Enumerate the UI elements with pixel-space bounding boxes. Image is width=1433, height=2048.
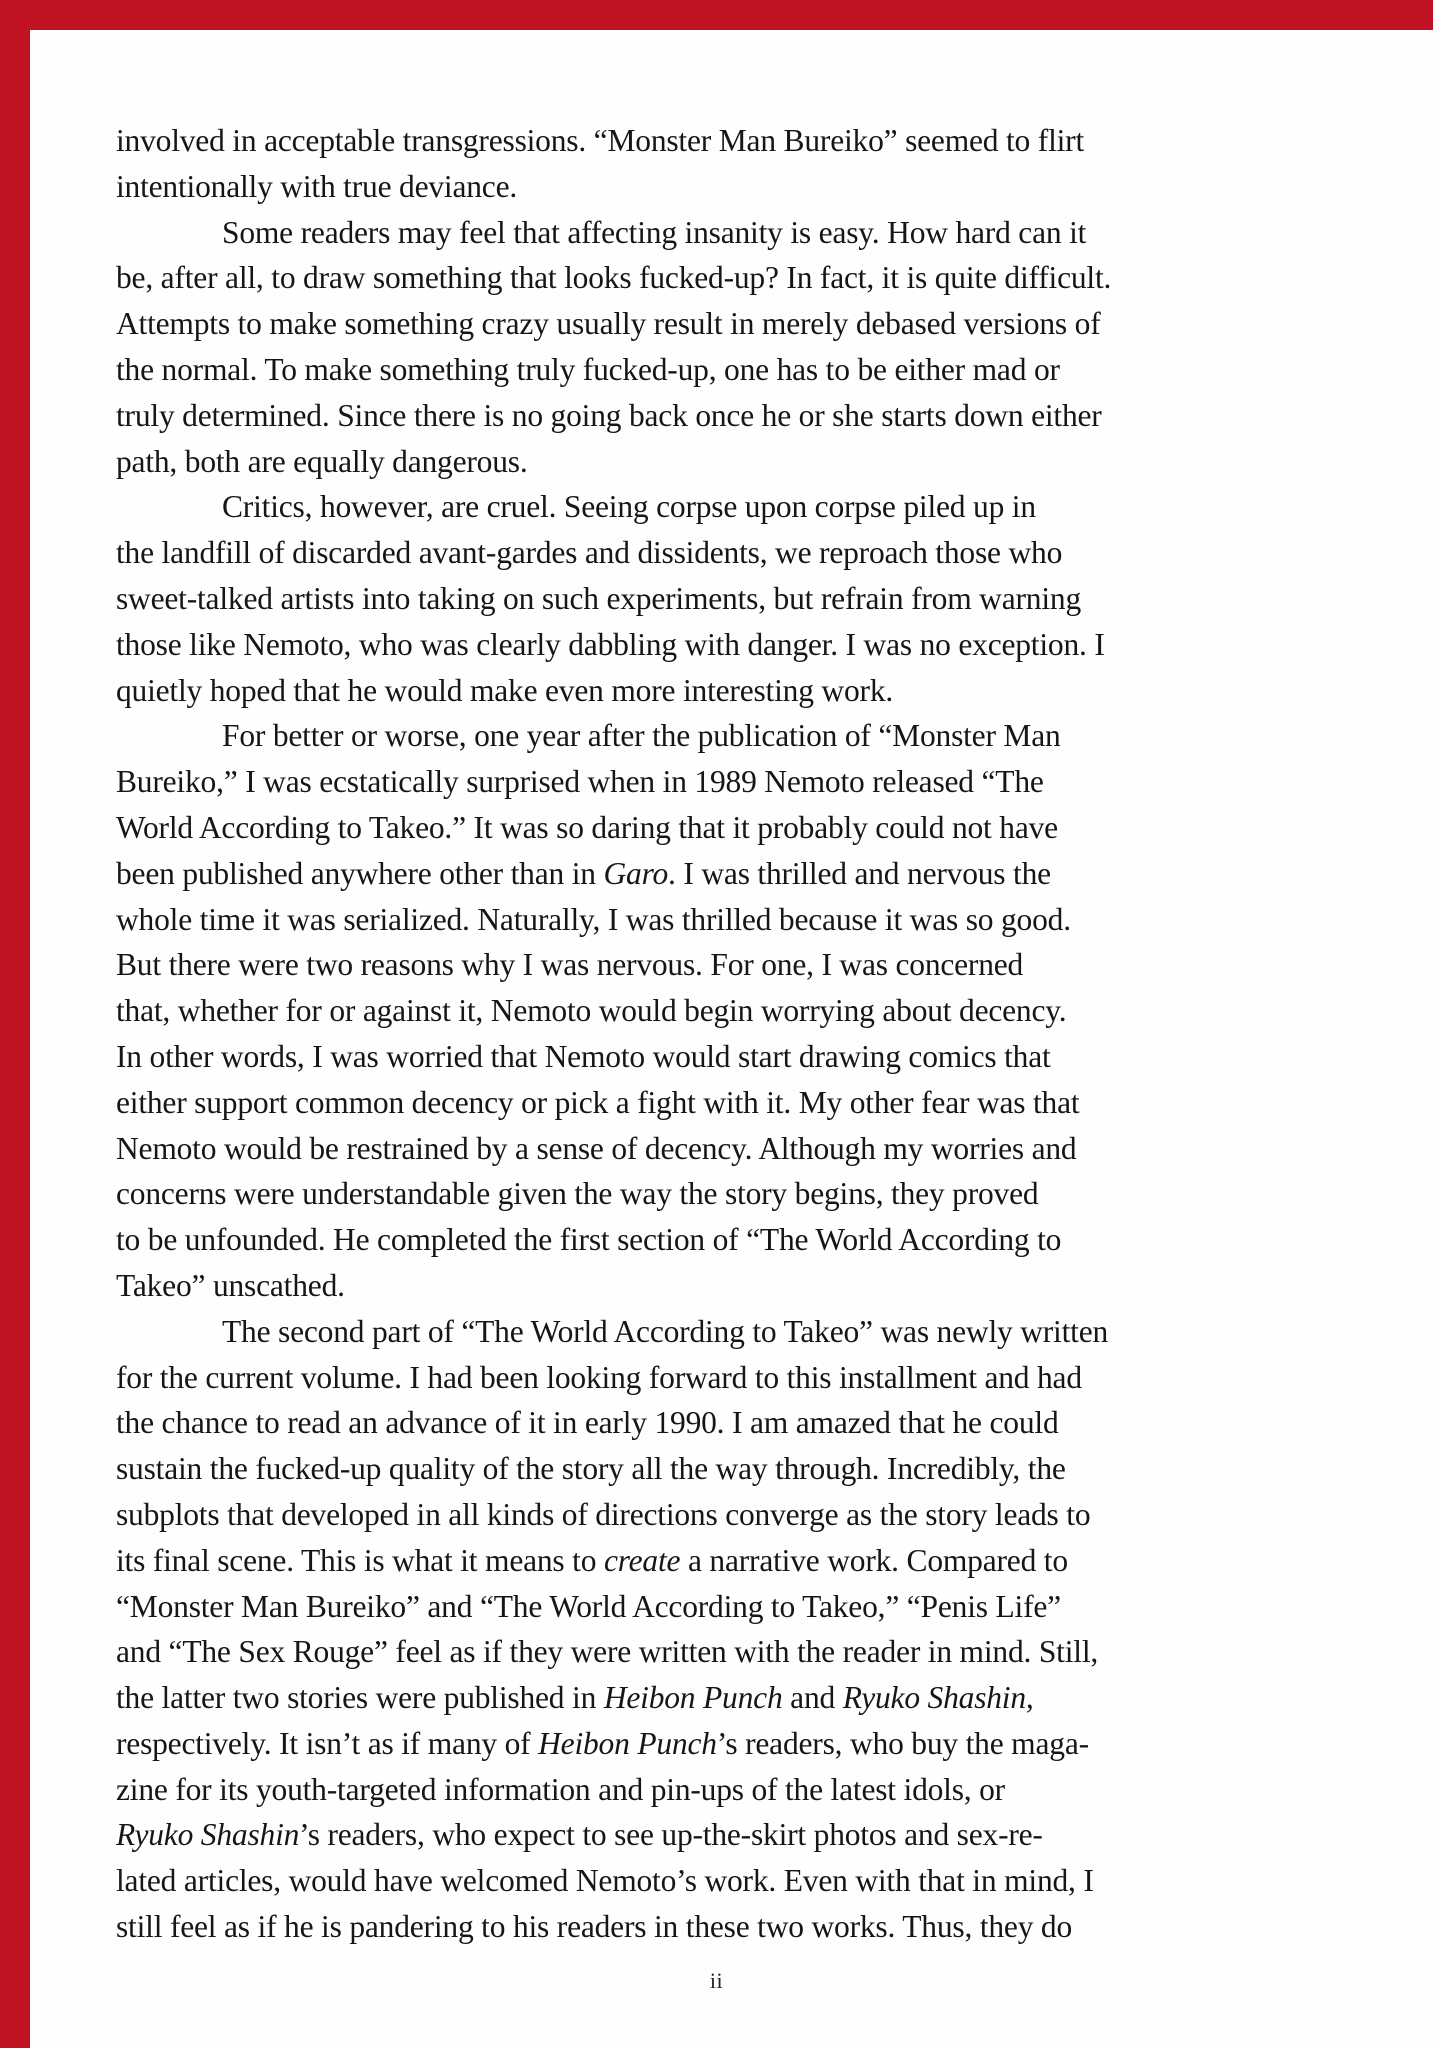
text-line: those like Nemoto, who was clearly dabbling with danger. I was no exception. I (116, 626, 1105, 662)
text-line: zine for its youth-targeted information and pin-ups of the latest idols, or (116, 1771, 1005, 1807)
text-line: Ryuko Shashin’s readers, who expect to see up-the-skirt photos and sex-re- (116, 1817, 1043, 1853)
text-line: the chance to read an advance of it in early 1990. I am amazed that he could (116, 1405, 1059, 1441)
text-line: For better or worse, one year after the publication of “Monster Man (222, 718, 1061, 754)
text-line: Bureiko,” I was ecstatically surprised when in 1989 Nemoto released “The (116, 764, 1044, 800)
text-line: involved in acceptable transgressions. “Monster Man Bureiko” seemed to flirt (116, 123, 1085, 158)
text-line: the latter two stories were published in Heibon Punch and Ryuko Shashin, (116, 1680, 1034, 1716)
text-line: lated articles, would have welcomed Nemoto’s work. Even with that in mind, I (116, 1863, 1094, 1899)
text-line: been published anywhere other than in Garo. I was thrilled and nervous the (116, 855, 1051, 891)
text-line: for the current volume. I had been looking forward to this installment and had (116, 1359, 1082, 1395)
text-line: truly determined. Since there is no going back once he or she starts down either (116, 397, 1102, 433)
text-line: subplots that developed in all kinds of directions converge as the story leads to (116, 1496, 1091, 1532)
text-line: The second part of “The World According to Takeo” was newly written (222, 1313, 1109, 1349)
page (30, 30, 1433, 2048)
text-line: concerns were understandable given the way the story begins, they proved (116, 1176, 1039, 1212)
text-line: Takeo” unscathed. (116, 1267, 345, 1303)
text-line: to be unfounded. He completed the first section of “The World According to (116, 1222, 1062, 1258)
text-line: respectively. It isn’t as if many of Heibon Punch’s readers, who buy the maga- (116, 1725, 1089, 1761)
text-line: the landfill of discarded avant-gardes and dissidents, we reproach those who (116, 535, 1063, 571)
text-line: that, whether for or against it, Nemoto would begin worrying about decency. (116, 993, 1067, 1029)
text-line: still feel as if he is pandering to his readers in these two works. Thus, they do (116, 1909, 1073, 1945)
text-line: World According to Takeo.” It was so daring that it probably could not have (116, 809, 1058, 845)
text-line: sustain the fucked-up quality of the story all the way through. Incredibly, the (116, 1451, 1066, 1487)
text-line: Nemoto would be restrained by a sense of decency. Although my worries and (116, 1130, 1077, 1166)
text-line: its final scene. This is what it means to create a narrative work. Compared to (116, 1542, 1068, 1578)
text-line: the normal. To make something truly fucked-up, one has to be either mad or (116, 351, 1060, 387)
text-line: sweet-talked artists into taking on such experiments, but refrain from warning (116, 580, 1082, 616)
text-line: In other words, I was worried that Nemoto would start drawing comics that (116, 1038, 1051, 1074)
text-line: But there were two reasons why I was nervous. For one, I was concerned (116, 947, 1024, 983)
text-line: “Monster Man Bureiko” and “The World According to Takeo,” “Penis Life” (116, 1588, 1061, 1624)
text-line: be, after all, to draw something that looks fucked-up? In fact, it is quite difficult. (116, 260, 1112, 296)
text-line: Critics, however, are cruel. Seeing corpse upon corpse piled up in (222, 489, 1036, 525)
text-line: Some readers may feel that affecting insanity is easy. How hard can it (222, 214, 1087, 250)
text-line: and “The Sex Rouge” feel as if they were written with the reader in mind. Still, (116, 1634, 1099, 1670)
book-cover-left-edge (0, 0, 30, 2048)
text-line: either support common decency or pick a fight with it. My other fear was that (116, 1084, 1080, 1120)
page-number: ii (709, 1968, 724, 1993)
text-line: intentionally with true deviance. (116, 168, 518, 204)
text-line: path, both are equally dangerous. (116, 443, 528, 479)
text-line: quietly hoped that he would make even more interesting work. (116, 672, 894, 708)
text-line: Attempts to make something crazy usually result in merely debased versions of (116, 306, 1101, 342)
book-cover-top-edge (0, 0, 1433, 30)
text-line: whole time it was serialized. Naturally, I was thrilled because it was so good. (116, 901, 1071, 937)
body-text (116, 118, 1406, 1950)
